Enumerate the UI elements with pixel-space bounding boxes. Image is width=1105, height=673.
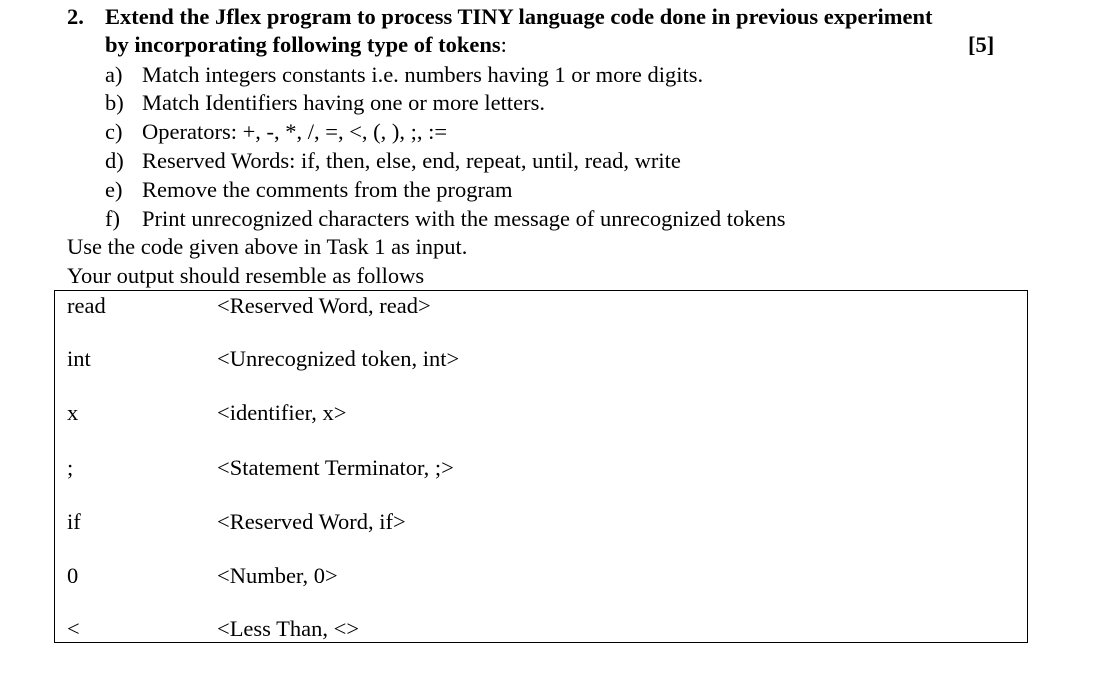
output-description: <identifier, x>: [217, 400, 347, 425]
output-description: <Reserved Word, if>: [217, 509, 406, 534]
list-item-label: c): [105, 119, 123, 144]
output-description: <Unrecognized token, int>: [217, 346, 460, 371]
instruction-output: Your output should resemble as follows: [67, 263, 425, 288]
list-item: [105, 205, 786, 233]
question-number: 2.: [67, 4, 84, 29]
output-description: <Number, 0>: [217, 563, 338, 588]
list-item: [105, 147, 681, 175]
output-token: <: [67, 616, 80, 641]
output-token: read: [67, 293, 106, 318]
output-token: x: [67, 400, 79, 425]
question-title-line2-bold: by incorporating following type of tokens: [105, 32, 501, 57]
output-token: 0: [67, 563, 79, 588]
list-item: [105, 176, 513, 204]
list-item-text: Match Identifiers having one or more letters.: [142, 90, 545, 115]
output-description: <Less Than, <>: [217, 616, 360, 641]
list-item-text: Operators: +, -, *, /, =, <, (, ), ;, :=: [142, 119, 448, 144]
question-title-line2: [105, 31, 507, 59]
output-description: <Reserved Word, read>: [217, 293, 431, 318]
list-item: [105, 89, 545, 117]
list-item: [105, 118, 447, 146]
output-token: if: [67, 509, 81, 534]
question-title-line1: Extend the Jflex program to process TINY language code done in previous experiment: [105, 4, 933, 29]
sample-output-box: [54, 290, 1028, 643]
list-item-text: Print unrecognized characters with the message of unrecognized tokens: [142, 206, 786, 231]
list-item-text: Remove the comments from the program: [142, 177, 513, 202]
marks-label: [5]: [968, 32, 995, 57]
instruction-input: Use the code given above in Task 1 as input.: [67, 234, 468, 259]
list-item-text: Reserved Words: if, then, else, end, repeat, until, read, write: [142, 148, 681, 173]
list-item-label: f): [105, 206, 120, 231]
list-item-label: a): [105, 62, 123, 87]
list-item-label: b): [105, 90, 124, 115]
output-description: <Statement Terminator, ;>: [217, 455, 454, 480]
list-item-text: Match integers constants i.e. numbers having 1 or more digits.: [142, 62, 704, 87]
output-token: ;: [67, 455, 74, 480]
list-item-label: d): [105, 148, 124, 173]
list-item: [105, 61, 703, 89]
question-title-line2-tail: :: [500, 32, 507, 57]
list-item-label: e): [105, 177, 123, 202]
output-token: int: [67, 346, 91, 371]
